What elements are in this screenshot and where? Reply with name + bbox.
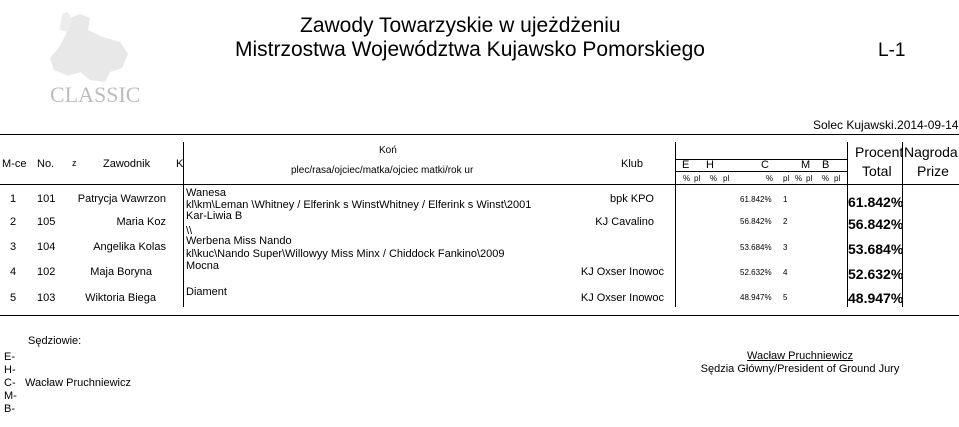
row-4-rider: Maja Boryna bbox=[90, 266, 152, 278]
header-rank: M-ce bbox=[2, 158, 27, 170]
venue-date: Solec Kujawski.2014-09-14 bbox=[813, 118, 959, 132]
header-horse-sub: plec/rasa/ojciec/matka/ojciec matki/rok ur bbox=[291, 165, 474, 176]
row-2-c-pct: 56.842% bbox=[740, 217, 772, 226]
header-judge-c: C bbox=[761, 159, 769, 171]
header-judge-m: M bbox=[801, 159, 811, 171]
row-5-horse: Diament bbox=[186, 286, 227, 298]
row-4-club: KJ Oxser Inowoc bbox=[580, 266, 664, 278]
row-1-horse: Wanesa bbox=[186, 187, 226, 199]
row-5-rider: Wiktoria Biega bbox=[85, 292, 156, 304]
row-5-no: 103 bbox=[37, 292, 56, 304]
header-judge-e: E bbox=[682, 159, 690, 171]
row-1-rank: 1 bbox=[10, 193, 17, 205]
row-4-horse: Mocna bbox=[186, 260, 220, 272]
row-2-total: 56.842% bbox=[848, 216, 904, 232]
sub-col-pct-c: % bbox=[766, 174, 774, 183]
row-3-no: 104 bbox=[37, 241, 56, 253]
row-5-c-pl: 5 bbox=[783, 293, 788, 302]
row-4-no: 102 bbox=[37, 266, 56, 278]
row-1-total: 61.842% bbox=[848, 194, 904, 210]
row-3-horse-details: kl\kuc\Nando Super\Willowyy Miss Minx / Chiddock Fankino\2009 bbox=[186, 248, 505, 260]
row-4-c-pct: 52.632% bbox=[740, 268, 772, 277]
row-5-rank: 5 bbox=[10, 292, 17, 304]
header-club: Klub bbox=[621, 158, 644, 170]
row-4-c-pl: 4 bbox=[783, 268, 788, 277]
table-bottom-border bbox=[0, 315, 959, 316]
judge-c-name: Wacław Pruchniewicz bbox=[25, 377, 131, 389]
row-3-rank: 3 bbox=[10, 241, 17, 253]
row-2-rider: Maria Koz bbox=[116, 216, 166, 228]
header-prize: Prize bbox=[917, 163, 949, 179]
row-4-rank: 4 bbox=[10, 266, 17, 278]
page-title: Zawody Towarzyskie w ujeżdżeniu bbox=[300, 14, 621, 37]
header-judge-h: H bbox=[706, 159, 714, 171]
row-1-c-pl: 1 bbox=[783, 195, 788, 204]
header-z: z bbox=[72, 158, 77, 168]
row-2-club: KJ Cavalino bbox=[595, 216, 654, 228]
row-2-horse: Kar-Liwia B bbox=[186, 210, 243, 222]
row-1-horse-details: kl\km\Leman \Whitney / Elferink s WinstWhitney / Elferink s Winst\2001 bbox=[186, 199, 532, 211]
row-1-rider: Patrycja Wawrzon bbox=[77, 193, 166, 205]
chief-judge-title: Sędzia Główny/President of Ground Jury bbox=[700, 363, 900, 375]
judge-pos-c: C- bbox=[4, 377, 16, 389]
judge-pos-e: E- bbox=[4, 351, 15, 363]
sub-col-pct-b: % bbox=[822, 174, 830, 183]
judges-sub-border-2 bbox=[675, 171, 847, 172]
row-2-c-pl: 2 bbox=[783, 217, 788, 226]
class-id: L-1 bbox=[878, 40, 906, 61]
row-3-total: 53.684% bbox=[848, 241, 904, 257]
sub-col-pl-c: pl bbox=[783, 174, 790, 183]
row-3-c-pl: 3 bbox=[783, 243, 788, 252]
judge-pos-b: B- bbox=[4, 403, 15, 415]
row-3-horse: Werbena Miss Nando bbox=[186, 235, 292, 247]
row-1-club: bpk KPO bbox=[609, 193, 654, 205]
club-col-border bbox=[675, 142, 676, 307]
sub-col-pct-e: % bbox=[683, 174, 691, 183]
chief-judge-name: Wacław Pruchniewicz bbox=[747, 350, 853, 362]
header-total: Total bbox=[862, 163, 892, 179]
row-2-rank: 2 bbox=[10, 216, 17, 228]
row-5-c-pct: 48.947% bbox=[740, 293, 772, 302]
sub-col-pl-m: pl bbox=[806, 174, 813, 183]
row-5-total: 48.947% bbox=[848, 290, 904, 306]
logo-text: CLASSIC bbox=[50, 82, 141, 107]
table-header-border bbox=[0, 184, 959, 185]
header-judge-b: B bbox=[822, 159, 830, 171]
classic-logo bbox=[10, 10, 160, 115]
row-3-rider: Angelika Kolas bbox=[93, 241, 166, 253]
sub-col-pl-e: pl bbox=[694, 174, 701, 183]
sub-col-pl-b: pl bbox=[834, 174, 841, 183]
header-no: No. bbox=[37, 158, 55, 170]
header-k: K bbox=[176, 158, 184, 170]
row-4-total: 52.632% bbox=[848, 266, 904, 282]
header-horse: Koń bbox=[379, 145, 397, 156]
judges-label: Sędziowie: bbox=[28, 335, 82, 347]
row-1-c-pct: 61.842% bbox=[740, 195, 772, 204]
table-top-border bbox=[0, 134, 959, 135]
row-5-club: KJ Oxser Inowoc bbox=[580, 292, 664, 304]
judge-pos-h: H- bbox=[4, 364, 16, 376]
row-3-c-pct: 53.684% bbox=[740, 243, 772, 252]
header-nagroda: Nagroda bbox=[904, 144, 958, 160]
header-procent: Procent bbox=[855, 144, 904, 160]
row-1-no: 101 bbox=[37, 193, 56, 205]
judge-pos-m: M- bbox=[4, 390, 17, 402]
row-2-horse-details: \\ bbox=[186, 225, 193, 237]
page-subtitle: Mistrzostwa Województwa Kujawsko Pomorskiego bbox=[235, 38, 705, 61]
sub-col-pct-m: % bbox=[795, 174, 803, 183]
sub-col-pct-h: % bbox=[710, 174, 718, 183]
header-rider: Zawodnik bbox=[103, 158, 151, 170]
row-2-no: 105 bbox=[37, 216, 56, 228]
sub-col-pl-h: pl bbox=[723, 174, 730, 183]
